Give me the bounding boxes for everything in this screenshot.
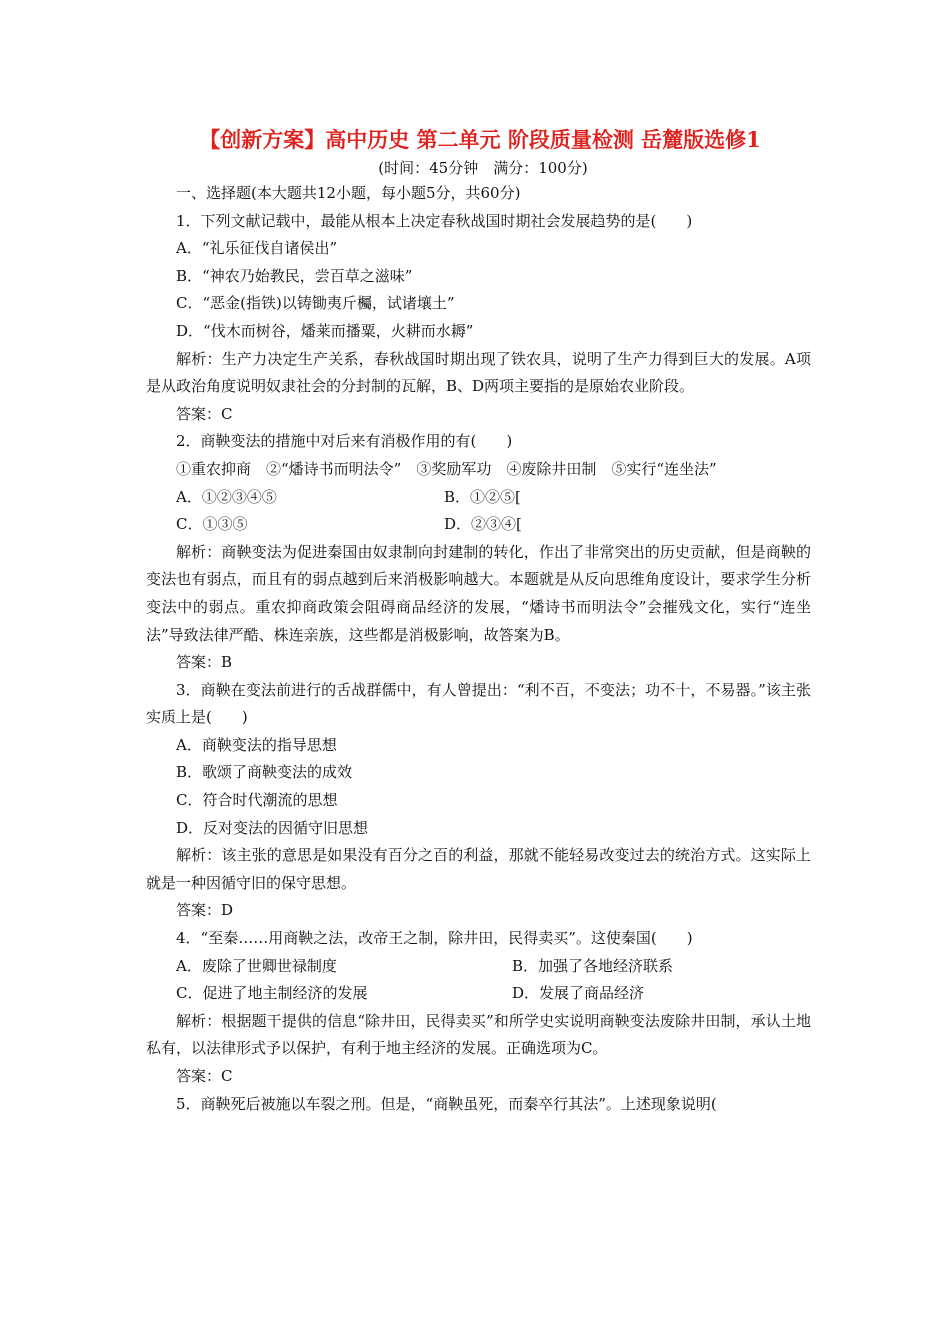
question-5 [146, 1091, 811, 1119]
question-3 [146, 677, 811, 925]
option-a: A．“礼乐征伐自诸侯出” [176, 239, 338, 258]
option-b: B．加强了各地经济联系 [512, 956, 674, 975]
question-1 [146, 208, 811, 429]
options-row-2 [146, 980, 811, 1008]
option-a: A．商鞅变法的指导思想 [176, 735, 337, 754]
question-2 [146, 428, 811, 676]
option-a: A．废除了世卿世禄制度 [176, 956, 337, 975]
analysis: 解析：根据题干提供的信息“除井田，民得卖买”和所学史实说明商鞅变法废除井田制，承认土地私有，以法律形式予以保护，有利于地主经济的发展。正确选项为C。 [146, 1011, 811, 1058]
options-row-1 [146, 484, 811, 512]
options-row-1 [146, 953, 811, 981]
question-stem: 5．商鞅死后被施以车裂之刑。但是，“商鞅虽死，而秦卒行其法”。上述现象说明( [176, 1094, 717, 1113]
question-items: ①重农抑商 ②“燔诗书而明法令” ③奖励军功 ④废除井田制 ⑤实行“连坐法” [176, 459, 717, 478]
analysis: 解析：商鞅变法为促进秦国由奴隶制向封建制的转化，作出了非常突出的历史贡献，但是商鞅的变法也有弱点，而且有的弱点越到后来消极影响越大。本题就是从反向思维角度设计，要求学生分析变法中的弱点。重农抑商政策会阻碍商品经济的发展，“燔诗书而明法令”会摧残文化，实行“连坐法”导致法律严酷、株连亲族，这些都是消极影响，故答案为B。 [146, 542, 811, 644]
option-d: D．反对变法的因循守旧思想 [176, 818, 369, 837]
options-row-2 [146, 511, 811, 539]
answer: 答案：C [176, 1067, 233, 1085]
answer: 答案：D [176, 901, 234, 920]
answer: 答案：B [176, 653, 233, 672]
document-body [146, 180, 811, 1118]
section-heading: 一、选择题(本大题共12小题，每小题5分，共60分) [176, 184, 521, 202]
option-b: B．歌颂了商鞅变法的成效 [176, 763, 353, 782]
question-4 [146, 925, 811, 1091]
option-d: D．“伐木而树谷，燔莱而播粟，火耕而水耨” [176, 321, 474, 340]
question-stem: 2．商鞅变法的措施中对后来有消极作用的有( ) [176, 432, 513, 451]
question-stem: 4．“至秦……用商鞅之法，改帝王之制，除井田，民得卖买”。这使秦国( ) [176, 929, 693, 948]
option-c: C．符合时代潮流的思想 [176, 791, 338, 810]
option-c: C．促进了地主制经济的发展 [176, 984, 368, 1003]
option-d: D．②③④[ [444, 515, 522, 534]
option-d: D．发展了商品经济 [512, 984, 645, 1003]
exam-time-score: (时间：45分钟 满分：100分) [378, 159, 588, 177]
option-c: C．“恶金(指铁)以铸锄夷斤欘，试诸壤土” [176, 294, 455, 313]
analysis: 解析：生产力决定生产关系，春秋战国时期出现了铁农具，说明了生产力得到巨大的发展。A项是从政治角度说明奴隶社会的分封制的瓦解，B、D两项主要指的是原始农业阶段。 [146, 349, 811, 396]
option-b: B．①②⑤[ [444, 487, 521, 506]
analysis: 解析：该主张的意思是如果没有百分之百的利益，那就不能轻易改变过去的统治方式。这实际上就是一种因循守旧的保守思想。 [146, 846, 811, 892]
option-c: C．①③⑤ [176, 515, 248, 534]
answer: 答案：C [176, 404, 233, 423]
question-stem: 3．商鞅在变法前进行的舌战群儒中，有人曾提出：“利不百，不变法；功不十，不易器。”该主张实质上是( ) [146, 680, 811, 727]
question-stem: 1．下列文献记载中，最能从根本上决定春秋战国时期社会发展趋势的是( ) [176, 211, 693, 230]
document-title: 【创新方案】高中历史 第二单元 阶段质量检测 岳麓版选修1 [199, 127, 761, 152]
option-a: A．①②③④⑤ [176, 487, 277, 506]
option-b: B．“神农乃始教民，尝百草之滋味” [176, 266, 413, 285]
